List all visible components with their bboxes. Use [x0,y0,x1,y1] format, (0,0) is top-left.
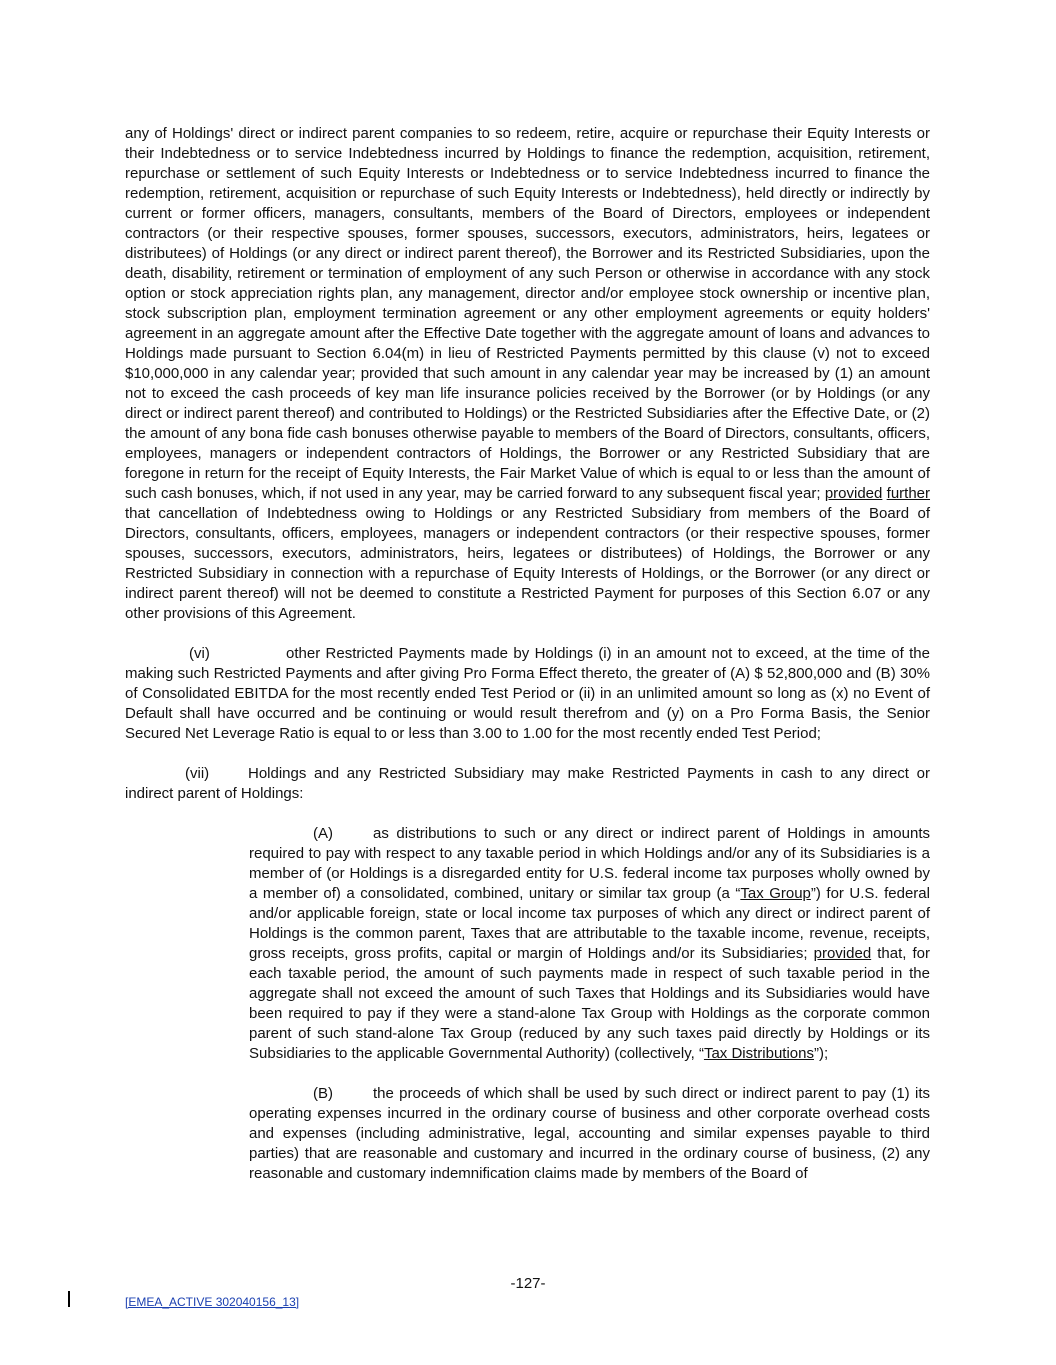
subclause-a-number: (A) [313,825,333,842]
further-term: further [886,485,931,502]
clause-vi-text: other Restricted Payments made by Holdings (i) in an amount not to exceed, at the time of the making such Restricted Payments and after giving Pro Forma Effect thereto, the greater of (A) $ 52,800,000 and (B) 30% of Consolidated EBITDA for the most recently ended Test Period or (ii) in an unlimited amount so long as (x) no Event of Default shall have occurred and be continuing or would result therefrom and (y) on a Pro Forma Basis, the Senior Secured Net Leverage Ratio is equal to or less than 3.00 to 1.00 for the most recently ended Test Period; [125,645,930,742]
page-number: -127- [510,1275,546,1292]
clause-v-tail: that cancellation of Indebtedness owing to Holdings or any Restricted Subsidiary from members of the Board of Directors, consultants, officers, employees, managers or independent contractors (or their respective spouses, former spouses, successors, executors, administrators, heirs, legatees or distributees) of Holdings, the Borrower or any Restricted Subsidiary in connection with a repurchase of Equity Interests of Holdings, or the Borrower (or any direct or indirect parent thereof) will not be deemed to constitute a Restricted Payment for purposes of this Section 6.07 or any other provisions of this Agreement. [125,505,930,622]
subclause-b-text: the proceeds of which shall be used by such direct or indirect parent to pay (1) its operating expenses incurred in the ordinary course of business and other corporate overhead costs and expenses (including administrative, legal, accounting and similar expenses payable to third parties) that are reasonable and customary and incurred in the ordinary course of business, (2) any reasonable and customary indemnification claims made by members of the Board of [249,1085,930,1182]
document-id: [EMEA_ACTIVE 302040156_13] [125,1295,300,1309]
clause-vii [125,764,930,804]
clause-v-continued [125,124,930,624]
provided-term: provided [824,485,883,502]
subclause-b-number: (B) [313,1085,333,1102]
subclause-a-text-4: ”); [813,1045,829,1062]
tax-distributions-term: Tax Distributions [703,1045,814,1062]
subclause-a-text-2: ”) for U.S. federal and/or applicable foreign, state or local income tax purposes of which any direct or indirect parent of Holdings is the common parent, Taxes that are attributable to the taxable income, revenue, receipts, gross receipts, gross profits, capital or margin of Holdings and/or its Subsidiaries; [249,885,930,962]
subclause-a-text-3: that, for each taxable period, the amount of such payments made in respect of such taxable period in the aggregate shall not exceed the amount of such Taxes that Holdings and its Subsidiaries would have been required to pay if they were a stand-alone Tax Group with Holdings as the corporate common parent of such stand-alone Tax Group (reduced by any such taxes paid directly by Holdings or its Subsidiaries to the applicable Governmental Authority) (collectively, “ [249,945,930,1062]
subclause-a-text-1: as distributions to such or any direct or indirect parent of Holdings in amounts required to pay with respect to any taxable period in which Holdings and/or any of its Subsidiaries is a member of (or Holdings is a disregarded entity for U.S. federal income tax purposes wholly owned by a member of) a consolidated, combined, unitary or similar tax group (a “ [249,825,930,902]
document-body [125,124,930,1184]
tax-group-term: Tax Group [740,885,811,902]
clause-vii-number: (vii) [185,765,210,782]
clause-vii-text: Holdings and any Restricted Subsidiary may make Restricted Payments in cash to any direct or indirect parent of Holdings: [125,765,930,802]
revision-bar [68,1291,70,1307]
clause-v-text: any of Holdings' direct or indirect parent companies to so redeem, retire, acquire or repurchase their Equity Interests or their Indebtedness or to service Indebtedness incurred by Holdings to finance the redemption, acquisition, retirement, repurchase or settlement of such Equity Interests or Indebtedness or to service Indebtedness incurred to finance the redemption, retirement, acquisition or repurchase of such Equity Interests or Indebtedness), held directly or indirectly by current or former officers, managers, consultants, members of the Board of Directors, employees or independent contractors (or their respective spouses, former spouses, successors, executors, administrators, heirs, legatees or distributees) of Holdings (or any direct or indirect parent thereof), the Borrower and its Restricted Subsidiaries, upon the death, disability, retirement or termination of employment of any such Person or otherwise in accordance with any stock option or stock appreciation rights plan, any management, director and/or employee stock ownership or incentive plan, stock subscription plan, employment termination agreement or any other employment agreements or equity holders' agreement in an aggregate amount after the Effective Date together with the aggregate amount of loans and advances to Holdings made pursuant to Section 6.04(m) in lieu of Restricted Payments permitted by this clause (v) not to exceed $10,000,000 in any calendar year; provided that such amount in any calendar year may be increased by (1) an amount not to exceed the cash proceeds of key man life insurance policies received by the Borrower (or by Holdings (or any direct or indirect parent thereof) and contributed to Holdings) or the Restricted Subsidiaries after the Effective Date, or (2) the amount of any bona fide cash bonuses otherwise payable to members of the Board of Directors, consultants, officers, employees, managers or independent contractors of Holdings, the Borrower or any Restricted Subsidiary that are foregone in return for the receipt of Equity Interests, the Fair Market Value of which is equal to or less than the amount of such cash bonuses, which, if not used in any year, may be carried forward to any subsequent fiscal year; [125,125,930,502]
subclause-b [249,1084,930,1184]
clause-vi [125,644,930,744]
subclause-a [249,824,930,1064]
provided-term-2: provided [813,945,872,962]
clause-vi-number: (vi) [189,645,210,662]
